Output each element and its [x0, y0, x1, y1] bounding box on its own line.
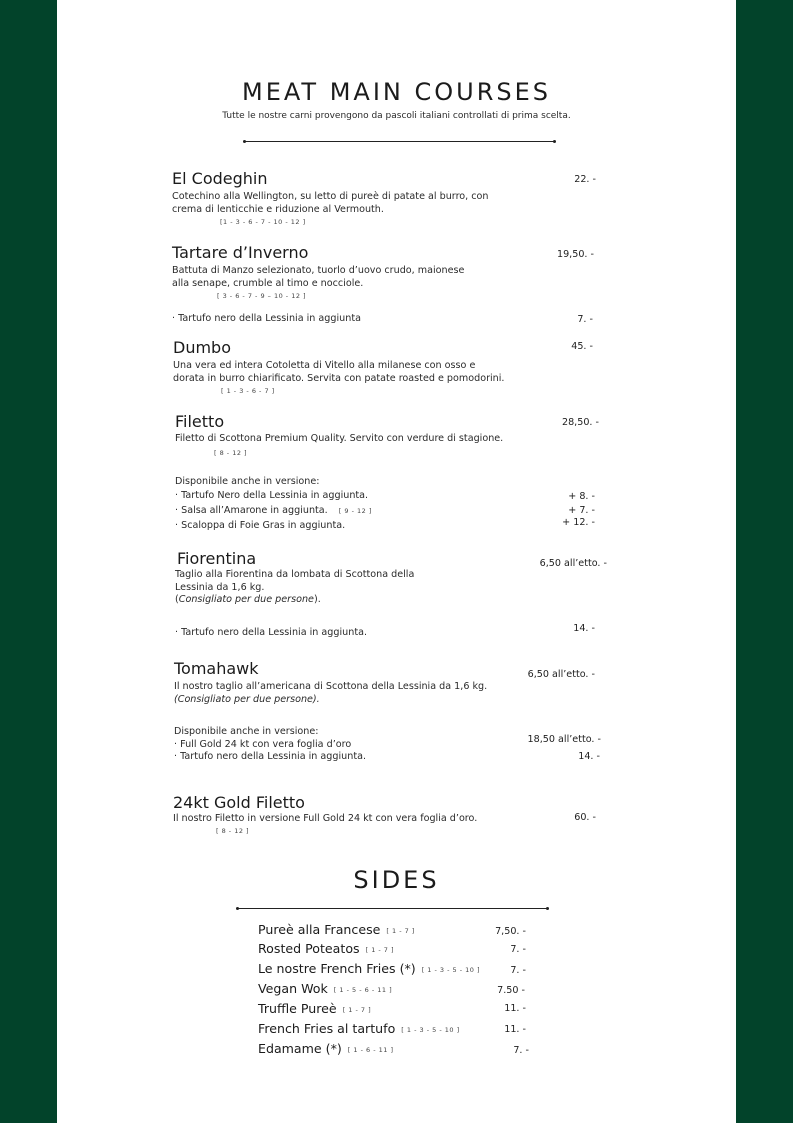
side-price: 11. - [504, 1003, 526, 1014]
dish-description [172, 265, 464, 290]
allergen-codes: [ 9 - 12 ] [338, 507, 372, 515]
side-name: Le nostre French Fries (*) [258, 961, 416, 976]
extra-price: 14. - [573, 623, 595, 634]
desc-line: Cotechino alla Wellington, su letto di pureè di patate al burro, con [172, 191, 489, 202]
dish-price: 6,50 all’etto. - [527, 669, 595, 680]
extra-label: · Full Gold 24 kt con vera foglia d’oro [174, 738, 352, 750]
dish-description: Il nostro Filetto in versione Full Gold 24 kt con vera foglia d’oro. [173, 813, 478, 824]
divider-meat [244, 141, 555, 142]
dish-note: (Consigliato per due persone). [174, 693, 320, 705]
extra-price: + 7. - [568, 505, 595, 516]
side-price: 7. - [513, 1045, 529, 1056]
extra-label: · Tartufo nero della Lessinia in aggiunta. [175, 627, 368, 638]
dish-price: 22. - [574, 174, 596, 185]
allergen-codes: [ 1 - 5 - 6 - 11 ] [333, 985, 393, 994]
desc-line: alla senape, crumble al timo e nocciole. [172, 277, 364, 289]
dish-price: 45. - [571, 341, 593, 352]
dish-description [174, 681, 487, 706]
dish-description: Filetto di Scottona Premium Quality. Servito con verdure di stagione. [175, 433, 504, 444]
extra-price: + 8. - [568, 491, 595, 502]
section-title-meat: MEAT MAIN COURSES [241, 78, 552, 106]
dish-description [172, 191, 489, 216]
allergen-codes: [ 8 - 12 ] [216, 827, 250, 835]
side-name: Pureè alla Francese [258, 922, 381, 937]
dish-price: 6,50 all’etto. - [539, 558, 607, 569]
side-name: Truffle Pureè [258, 1001, 337, 1016]
side-item [258, 961, 480, 976]
desc-line: Taglio alla Fiorentina da lombata di Scottona della [175, 569, 415, 580]
side-item [258, 1021, 460, 1036]
side-price: 7. - [510, 944, 526, 955]
desc-line: dorata in burro chiarificato. Servita con patate roasted e pomodorini. [173, 372, 505, 384]
extra-label: · Tartufo nero della Lessinia in aggiunta. [174, 751, 367, 763]
desc-line: Lessinia da 1,6 kg. [175, 581, 265, 593]
options-list [174, 726, 366, 764]
side-price: 7,50. - [495, 926, 526, 937]
dish-description [175, 569, 414, 607]
side-price: 7. - [510, 965, 526, 976]
meat-subtitle: Tutte le nostre carni provengono da pascoli italiani controllati di prima scelta. [222, 111, 571, 121]
side-name: Edamame (*) [258, 1041, 342, 1056]
left-green-band [0, 0, 57, 1123]
desc-line: Una vera ed intera Cotoletta di Vitello alla milanese con osso e [173, 360, 476, 371]
dish-price: 60. - [574, 812, 596, 823]
extra-label: · Tartufo nero della Lessinia in aggiunta [172, 313, 361, 324]
dish-name: Tartare d’Inverno [172, 243, 309, 262]
extra-price: 7. - [577, 314, 593, 325]
side-name: Vegan Wok [258, 981, 328, 996]
side-item [258, 981, 392, 996]
side-item [258, 922, 415, 937]
side-item [258, 1001, 371, 1016]
side-item [258, 941, 394, 956]
note-text: Consigliato per due persone [178, 594, 314, 606]
allergen-codes: [ 1 - 7 ] [386, 926, 415, 935]
dish-name: Dumbo [173, 338, 231, 357]
side-name: Rosted Poteatos [258, 941, 360, 956]
extra-price: 14. - [578, 751, 600, 762]
side-item [258, 1041, 394, 1056]
allergen-codes: [ 1 - 7 ] [365, 945, 395, 954]
allergen-codes: [ 1 - 7 ] [342, 1005, 372, 1014]
allergen-codes: [1 - 3 - 6 - 7 - 10 - 12 ] [220, 218, 306, 226]
desc-line: crema di lenticchie e riduzione al Vermouth. [172, 203, 384, 215]
options-heading: Disponibile anche in versione: [174, 726, 319, 737]
divider-sides [237, 908, 548, 909]
extra-label-text: · Salsa all’Amarone in aggiunta. [175, 505, 328, 516]
dish-price: 19,50. - [556, 249, 594, 260]
extra-label: · Tartufo Nero della Lessinia in aggiunta. [175, 490, 369, 501]
side-price: 7.50 - [497, 985, 525, 996]
dish-name: 24kt Gold Filetto [173, 793, 305, 812]
dish-note: (Consigliato per due persone). [175, 594, 321, 606]
dish-name: El Codeghin [172, 169, 268, 188]
extra-price: 18,50 all’etto. - [527, 734, 601, 745]
dish-price: 28,50. - [561, 417, 599, 428]
dish-name: Fiorentina [177, 549, 257, 568]
extra-label: · Scaloppa di Foie Gras in aggiunta. [175, 520, 346, 531]
desc-line: Il nostro taglio all’americana di Scottona della Lessinia da 1,6 kg. [174, 681, 488, 692]
allergen-codes: [ 8 - 12 ] [214, 449, 248, 457]
extra-label [175, 505, 372, 518]
right-green-band [736, 0, 793, 1123]
allergen-codes: [ 3 - 6 - 7 - 9 – 10 - 12 ] [217, 292, 307, 300]
side-price: 11. - [504, 1024, 526, 1035]
options-heading: Disponibile anche in versione: [175, 476, 320, 487]
allergen-codes: [ 1 - 6 - 11 ] [347, 1045, 394, 1054]
allergen-codes: [ 1 - 3 - 6 - 7 ] [221, 387, 275, 395]
section-title-sides: SIDES [353, 866, 440, 894]
dish-description [173, 360, 504, 385]
side-name: French Fries al tartufo [258, 1021, 396, 1036]
allergen-codes: [ 1 - 3 - 5 - 10 ] [401, 1025, 460, 1034]
desc-line: Battuta di Manzo selezionato, tuorlo d’uovo crudo, maionese [172, 265, 465, 276]
allergen-codes: [ 1 - 3 - 5 - 10 ] [421, 965, 481, 974]
dish-name: Filetto [175, 412, 225, 431]
extra-price: + 12. - [562, 517, 595, 528]
dish-name: Tomahawk [174, 659, 259, 678]
